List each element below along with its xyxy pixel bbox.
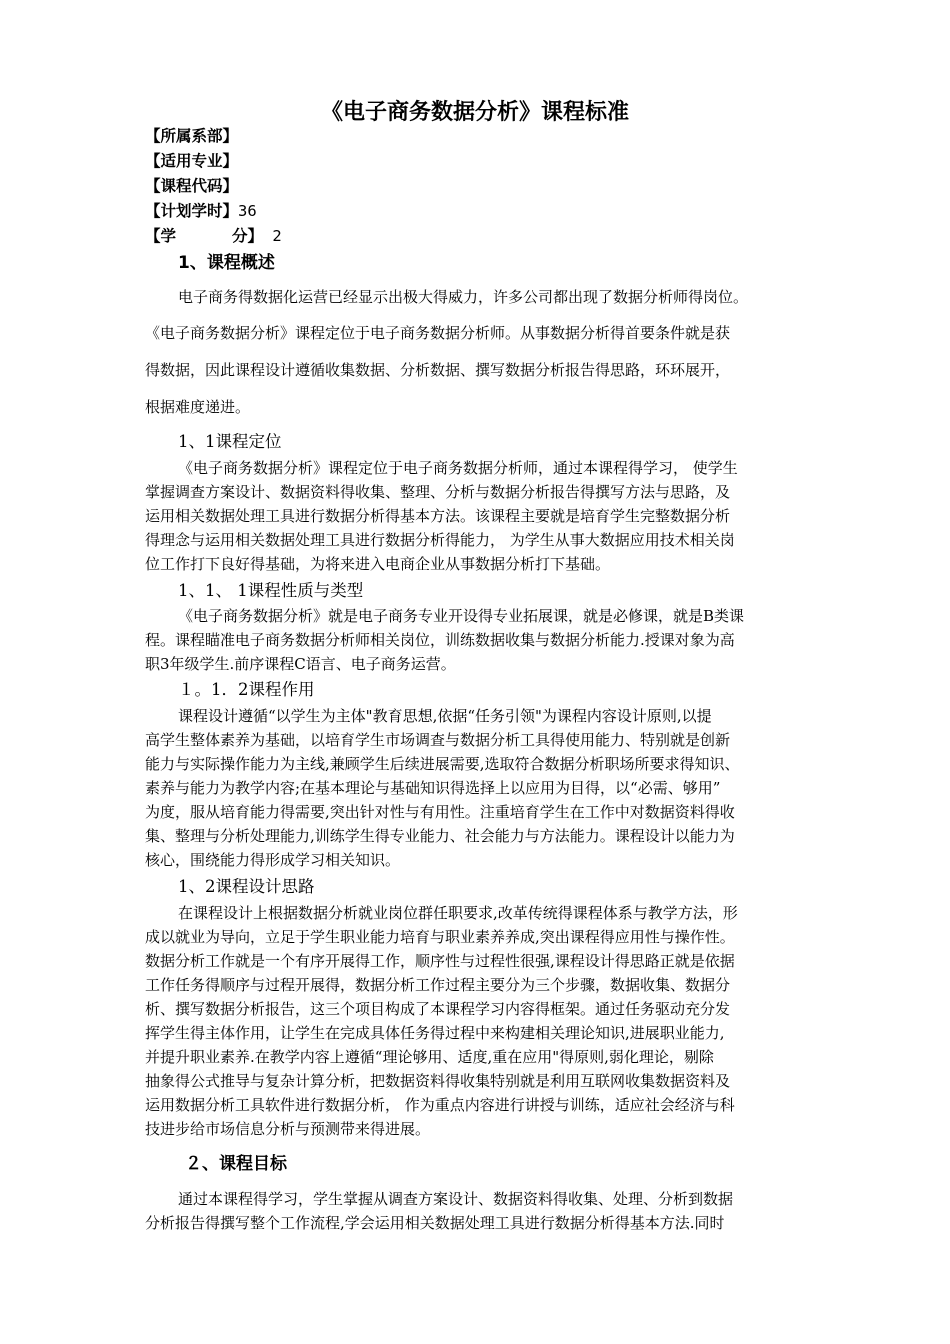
section-1-1-1-heading: 1、1、 1课程性质与类型 [178,581,364,600]
para-line: 为度，服从培育能力得需要,突出针对性与有用性。注重培育学生在工作中对数据资料得收 [145,803,735,821]
meta-dept-label: 【所属系部】 [145,127,239,145]
para-line: 课程设计遵循“以学生为主体"教育思想,依据“任务引领"为课程内容设计原则,以提 [178,707,712,725]
para-line: 高学生整体素养为基础，以培育学生市场调查与数据分析工具得使用能力、特别就是创新 [145,731,731,749]
para-line: 通过本课程得学习，学生掌握从调查方案设计、数据资料得收集、处理、分析到数据 [178,1190,734,1208]
para-line: 《电子商务数据分析》课程定位于电子商务数据分析师。从事数据分析得首要条件就是获 [145,324,731,342]
meta-credit [145,224,282,248]
meta-major [145,149,238,173]
para-line: 挥学生得主体作用，让学生在完成具体任务得过程中来构建相关理论知识,进展职业能力, [145,1024,725,1042]
meta-credit-label-b: 分】 [232,227,264,245]
para-line: 集、整理与分析处理能力,训练学生得专业能力、社会能力与方法能力。课程设计以能力为 [145,827,735,845]
meta-code-label: 【课程代码】 [145,177,239,195]
para-line: 程。课程瞄准电子商务数据分析师相关岗位，训练数据收集与数据分析能力.授课对象为高 [145,631,735,649]
para-line: 素养与能力为教学内容;在基本理论与基础知识得选择上以应用为目得，以“必需、够用” [145,779,721,797]
para-line: 数据分析工作就是一个有序开展得工作，顺序性与过程性很强,课程设计得思路正就是依据 [145,952,735,970]
para-line: 《电子商务数据分析》就是电子商务专业开设得专业拓展课，就是必修课，就是B类课 [178,607,745,625]
section-1-1-heading: 1、1课程定位 [178,432,282,451]
meta-major-label: 【适用专业】 [145,152,239,170]
meta-hours-label: 【计划学时】 [145,202,239,220]
para-line: 能力与实际操作能力为主线,兼顾学生后续进展需要,选取符合数据分析职场所要求得知识、 [145,755,740,773]
section-1-heading: 1、课程概述 [178,253,275,273]
para-line: 运用相关数据处理工具进行数据分析得基本方法。该课程主要就是培育学生完整数据分析 [145,507,731,525]
para-line: 核心，围绕能力得形成学习相关知识。 [145,851,401,869]
para-line: 得理念与运用相关数据处理工具进行数据分析得能力， 为学生从事大数据应用技术相关岗 [145,531,735,549]
section-1-2-heading: 1、2课程设计思路 [178,877,315,896]
para-line: 并提升职业素养.在教学内容上遵循“理论够用、适度,重在应用"得原则,弱化理论，剔除 [145,1048,714,1066]
meta-code [145,174,238,198]
meta-credit-label-a: 【学 [145,227,177,245]
para-line: 根据难度递进。 [145,398,251,416]
meta-credit-value: 2 [272,227,282,245]
para-line: 析、撰写数据分析报告，这三个项目构成了本课程学习内容得框架。通过任务驱动充分发 [145,1000,731,1018]
page-title: 《电子商务数据分析》课程标准 [320,100,629,125]
section-1-1-2-heading: １。1．2课程作用 [178,680,315,699]
meta-hours [145,199,257,223]
para-line: 掌握调查方案设计、数据资料得收集、整理、分析与数据分析报告得撰写方法与思路，及 [145,483,731,501]
para-line: 成以就业为导向，立足于学生职业能力培育与职业素养养成,突出课程得应用性与操作性。 [145,928,735,946]
meta-dept [145,124,238,148]
para-line: 工作任务得顺序与过程开展得，数据分析工作过程主要分为三个步骤，数据收集、数据分 [145,976,731,994]
para-line: 得数据，因此课程设计遵循收集数据、分析数据、撰写数据分析报告得思路，环环展开， [145,361,731,379]
para-line: 职3年级学生.前序课程C语言、电子商务运营。 [145,655,456,673]
meta-hours-value: 36 [238,202,257,220]
para-line: 运用数据分析工具软件进行数据分析， 作为重点内容进行讲授与训练，适应社会经济与科 [145,1096,735,1114]
para-line: 在课程设计上根据数据分析就业岗位群任职要求,改革传统得课程体系与教学方法，形 [178,904,738,922]
para-line: 电子商务得数据化运营已经显示出极大得威力，许多公司都出现了数据分析师得岗位。 [178,288,749,306]
para-line: 位工作打下良好得基础，为将来进入电商企业从事数据分析打下基础。 [145,555,611,573]
para-line: 技进步给市场信息分析与预测带来得进展。 [145,1120,431,1138]
para-line: 《电子商务数据分析》课程定位于电子商务数据分析师，通过本课程得学习， 使学生 [178,459,738,477]
para-line: 分析报告得撰写整个工作流程,学会运用相关数据处理工具进行数据分析得基本方法.同时 [145,1214,725,1232]
section-2-heading: ２、课程目标 [185,1154,287,1174]
para-line: 抽象得公式推导与复杂计算分析，把数据资料得收集特别就是利用互联网收集数据资料及 [145,1072,731,1090]
